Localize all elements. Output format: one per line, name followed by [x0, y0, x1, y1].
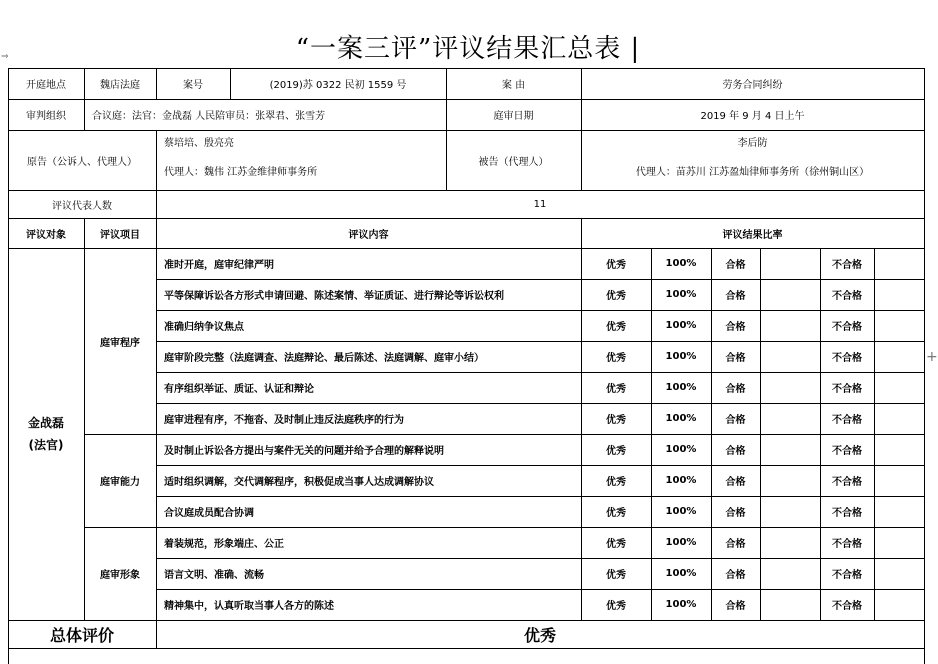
rating-pass: 合格 — [725, 539, 746, 550]
rating-pass: 合格 — [725, 384, 746, 395]
document-title: “一案三评”评议结果汇总表 | — [295, 34, 641, 64]
rating-excellent-percent: 100% — [665, 382, 697, 393]
defendant-label: 被告（代理人） — [478, 156, 549, 168]
rating-excellent: 优秀 — [606, 477, 626, 488]
rating-pass-percent — [760, 341, 820, 372]
plaintiff-names: 蔡培培、殷亮亮 — [164, 137, 234, 149]
rating-fail: 不合格 — [832, 477, 862, 488]
rating-pass: 合格 — [725, 260, 746, 271]
rating-excellent-percent: 100% — [665, 289, 697, 300]
rating-pass: 合格 — [725, 322, 746, 333]
rating-fail-percent — [874, 589, 924, 620]
rating-excellent-percent: 100% — [665, 351, 697, 362]
rating-excellent-percent: 100% — [665, 413, 697, 424]
panel-value: 合议庭：法官：金战磊 人民陪审员：张翠君、张雪芳 — [92, 111, 326, 122]
cause-value: 劳务合同纠纷 — [722, 80, 783, 91]
rating-excellent-percent: 100% — [665, 506, 697, 517]
rating-excellent: 优秀 — [606, 508, 626, 519]
rating-pass-percent — [760, 310, 820, 341]
row-content: 有序组织举证、质证、认证和辩论 — [164, 384, 314, 395]
rating-fail-percent — [874, 248, 924, 279]
rating-excellent-percent: 100% — [665, 258, 697, 269]
rating-excellent: 优秀 — [606, 353, 626, 364]
rating-pass-percent — [760, 434, 820, 465]
rating-fail-percent — [874, 403, 924, 434]
rating-pass: 合格 — [725, 477, 746, 488]
rating-fail-percent — [874, 496, 924, 527]
rating-excellent-percent: 100% — [665, 444, 697, 455]
rating-fail: 不合格 — [832, 446, 862, 457]
rating-fail: 不合格 — [832, 260, 862, 271]
rating-fail: 不合格 — [832, 415, 862, 426]
rating-fail-percent — [874, 341, 924, 372]
row-content: 精神集中，认真听取当事人各方的陈述 — [164, 601, 334, 612]
rating-excellent: 优秀 — [606, 260, 626, 271]
rating-pass-percent — [760, 589, 820, 620]
judge-name: 金战磊 — [27, 416, 64, 430]
row-content: 平等保障诉讼各方形式申请回避、陈述案情、举证质证、进行辩论等诉讼权利 — [164, 291, 504, 302]
rating-fail-percent — [874, 434, 924, 465]
rating-fail: 不合格 — [832, 353, 862, 364]
plaintiff-label: 原告（公诉人、代理人） — [27, 156, 137, 168]
rating-pass-percent — [760, 403, 820, 434]
overall-label: 总体评价 — [49, 625, 114, 645]
table-add-column-icon[interactable]: + — [926, 349, 938, 365]
rating-fail: 不合格 — [832, 384, 862, 395]
court-place-value: 魏店法庭 — [100, 80, 140, 91]
judge-role: (法官) — [28, 438, 64, 452]
column-ratio: 评议结果比率 — [722, 229, 783, 241]
rating-fail: 不合格 — [832, 322, 862, 333]
rating-fail: 不合格 — [832, 570, 862, 581]
paragraph-mark-icon: ⇒ — [1, 52, 9, 62]
reps-value: 11 — [533, 198, 547, 210]
table-border — [8, 648, 924, 649]
row-content: 语言文明、准确、流畅 — [164, 570, 264, 581]
rating-fail: 不合格 — [832, 291, 862, 302]
row-content: 适时组织调解，交代调解程序，积极促成当事人达成调解协议 — [164, 477, 434, 488]
row-content: 着装规范，形象端庄、公正 — [164, 539, 284, 550]
row-content: 准确归纳争议焦点 — [164, 322, 244, 333]
case-no-label: 案号 — [183, 80, 203, 91]
rating-fail-percent — [874, 279, 924, 310]
rating-pass: 合格 — [725, 291, 746, 302]
row-content: 庭审进程有序，不拖沓、及时制止违反法庭秩序的行为 — [164, 415, 404, 426]
rating-excellent-percent: 100% — [665, 599, 697, 610]
rating-pass: 合格 — [725, 446, 746, 457]
rating-fail: 不合格 — [832, 539, 862, 550]
rating-excellent-percent: 100% — [665, 537, 697, 548]
case-no-value: (2019)苏 0322 民初 1559 号 — [269, 80, 407, 91]
reps-label: 评议代表人数 — [52, 200, 112, 212]
row-content: 合议庭成员配合协调 — [164, 508, 254, 519]
rating-pass-percent — [760, 496, 820, 527]
group-label: 庭审能力 — [100, 477, 140, 488]
rating-pass: 合格 — [725, 353, 746, 364]
column-object: 评议对象 — [26, 229, 66, 241]
rating-pass: 合格 — [725, 415, 746, 426]
rating-pass-percent — [760, 465, 820, 496]
rating-fail-percent — [874, 310, 924, 341]
overall-value: 优秀 — [523, 625, 556, 645]
rating-pass-percent — [760, 527, 820, 558]
rating-excellent: 优秀 — [606, 322, 626, 333]
rating-fail-percent — [874, 558, 924, 589]
rating-pass: 合格 — [725, 508, 746, 519]
rating-fail-percent — [874, 465, 924, 496]
plaintiff-agent: 代理人：魏伟 江苏金维律师事务所 — [164, 166, 318, 178]
rating-excellent: 优秀 — [606, 415, 626, 426]
rating-fail-percent — [874, 372, 924, 403]
rating-excellent: 优秀 — [606, 384, 626, 395]
rating-pass-percent — [760, 558, 820, 589]
panel-label: 审判组织 — [26, 111, 66, 122]
evaluated-judge — [8, 248, 84, 620]
table-border — [924, 68, 925, 664]
rating-excellent-percent: 100% — [665, 475, 697, 486]
cause-label: 案 由 — [501, 80, 526, 91]
date-value: 2019 年 9 月 4 日上午 — [700, 111, 805, 122]
rating-excellent-percent: 100% — [665, 320, 697, 331]
rating-pass-percent — [760, 372, 820, 403]
row-content: 及时制止诉讼各方提出与案件无关的问题并给予合理的解释说明 — [164, 446, 444, 457]
rating-fail: 不合格 — [832, 508, 862, 519]
rating-fail-percent — [874, 527, 924, 558]
rating-excellent: 优秀 — [606, 291, 626, 302]
rating-fail: 不合格 — [832, 601, 862, 612]
defendant-name: 李后防 — [737, 137, 768, 149]
court-place-label: 开庭地点 — [26, 80, 66, 91]
column-content: 评议内容 — [348, 229, 389, 241]
rating-pass: 合格 — [725, 601, 746, 612]
row-content: 准时开庭，庭审纪律严明 — [164, 260, 274, 271]
group-label: 庭审程序 — [100, 337, 140, 349]
rating-excellent: 优秀 — [606, 539, 626, 550]
rating-pass: 合格 — [725, 570, 746, 581]
defendant-agent: 代理人：苗苏川 江苏盈灿律师事务所（徐州铜山区） — [635, 166, 870, 178]
rating-excellent-percent: 100% — [665, 568, 697, 579]
rating-excellent: 优秀 — [606, 446, 626, 457]
rating-excellent: 优秀 — [606, 570, 626, 581]
row-content: 庭审阶段完整（法庭调查、法庭辩论、最后陈述、法庭调解、庭审小结） — [164, 353, 484, 364]
rating-pass-percent — [760, 248, 820, 279]
date-label: 庭审日期 — [493, 111, 534, 122]
column-item: 评议项目 — [100, 229, 140, 241]
rating-excellent: 优秀 — [606, 601, 626, 612]
rating-pass-percent — [760, 279, 820, 310]
group-label: 庭审形象 — [100, 570, 140, 581]
